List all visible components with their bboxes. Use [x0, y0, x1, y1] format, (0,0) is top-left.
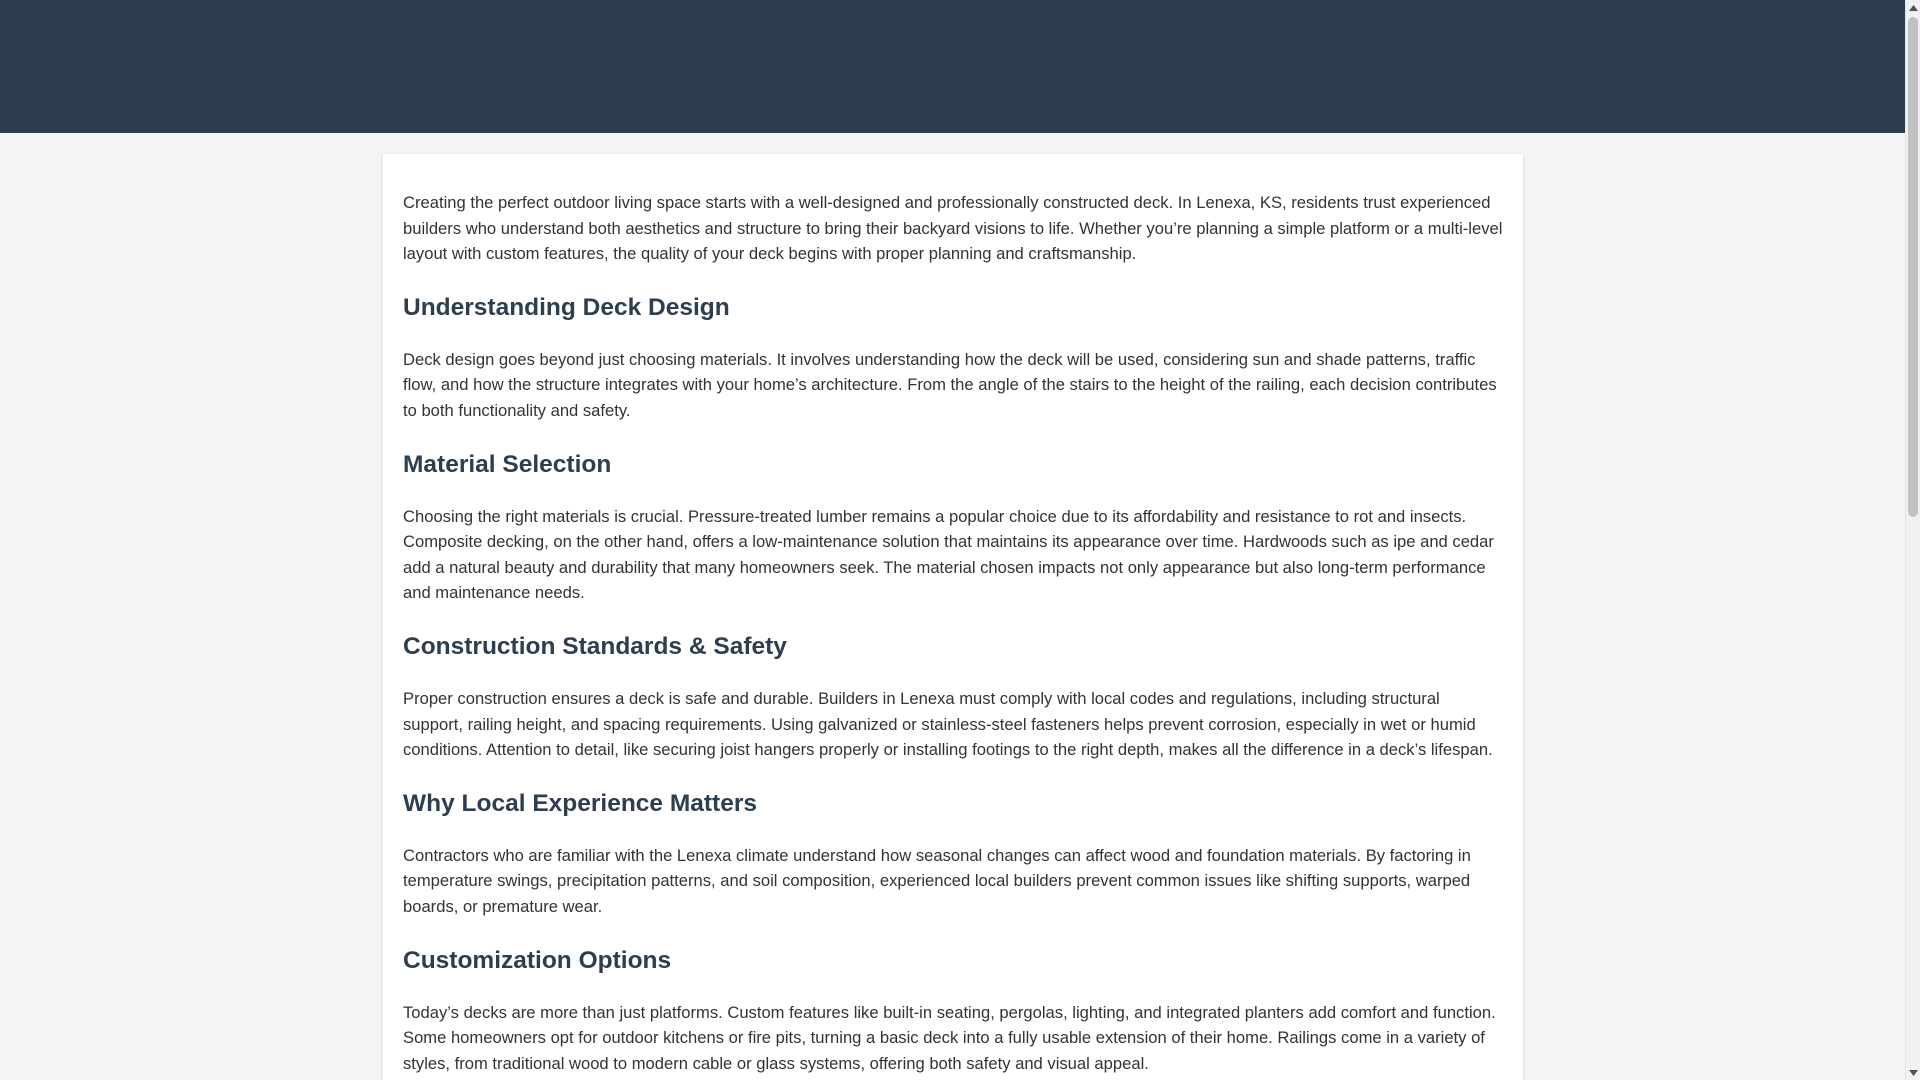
section-heading-customization: Customization Options	[403, 946, 672, 974]
scroll-up-arrow-icon[interactable]	[1906, 0, 1920, 15]
article-card	[383, 154, 1523, 1080]
section-body-deck-design: Deck design goes beyond just choosing materials. It involves understanding how the deck will be used, considering sun and shade patterns, traffic flow, and how the structure integrates with your home’s architecture. From the angle of the stairs to the height of the railing, each decision contributes to both functionality and safety.	[403, 349, 1497, 420]
article-intro: Creating the perfect outdoor living space starts with a well-designed and professionally constructed deck. In Lenexa, KS, residents trust experienced builders who understand both aesthetics and structure to bring their backyard visions to life. Whether you’re planning a simple platform or a multi-level layout with custom features, the quality of your deck begins with proper planning and craftsmanship.	[403, 193, 1503, 264]
site-header	[0, 0, 1905, 133]
vertical-scrollbar[interactable]	[1905, 0, 1920, 1080]
scroll-up-arrow-icon-glyph	[1909, 5, 1918, 11]
section-body-material-selection: Choosing the right materials is crucial. Pressure-treated lumber remains a popular choice due to its affordability and resistance to rot and insects. Composite decking, on the other hand, offers a low-maintenance solution that maintains its appearance over time. Hardwoods such as ipe and cedar add a natural beauty and durability that many homeowners seek. The material chosen impacts not only appearance but also long-term performance and maintenance needs.	[403, 506, 1494, 603]
section-heading-material-selection: Material Selection	[403, 450, 612, 478]
section-heading-local-experience: Why Local Experience Matters	[403, 789, 758, 817]
section-body-customization: Today’s decks are more than just platforms. Custom features like built-in seating, pergolas, lighting, and integrated planters add comfort and function. Some homeowners opt for outdoor kitchens or fire pits, turning a basic deck into a fully usable extension of their home. Railings come in a variety of styles, from traditional wood to modern cable or glass systems, offering both safety and visual appeal.	[403, 1002, 1496, 1073]
section-body-local-experience: Contractors who are familiar with the Lenexa climate understand how seasonal changes can affect wood and foundation materials. By factoring in temperature swings, precipitation patterns, and soil composition, experienced local builders prevent common issues like shifting supports, warped boards, or premature wear.	[403, 845, 1471, 916]
scroll-down-arrow-icon-glyph	[1909, 1070, 1918, 1076]
section-heading-deck-design: Understanding Deck Design	[403, 293, 730, 321]
section-body-construction-safety: Proper construction ensures a deck is safe and durable. Builders in Lenexa must comply with local codes and regulations, including structural support, railing height, and spacing requirements. Using galvanized or stainless-steel fasteners helps prevent corrosion, especially in wet or humid conditions. Attention to detail, like securing joist hangers properly or installing footings to the right depth, makes all the difference in a deck’s lifespan.	[403, 688, 1493, 760]
scrollbar-thumb[interactable]	[1908, 17, 1918, 517]
section-heading-construction-safety: Construction Standards & Safety	[403, 632, 787, 660]
scroll-down-arrow-icon[interactable]	[1906, 1065, 1920, 1080]
